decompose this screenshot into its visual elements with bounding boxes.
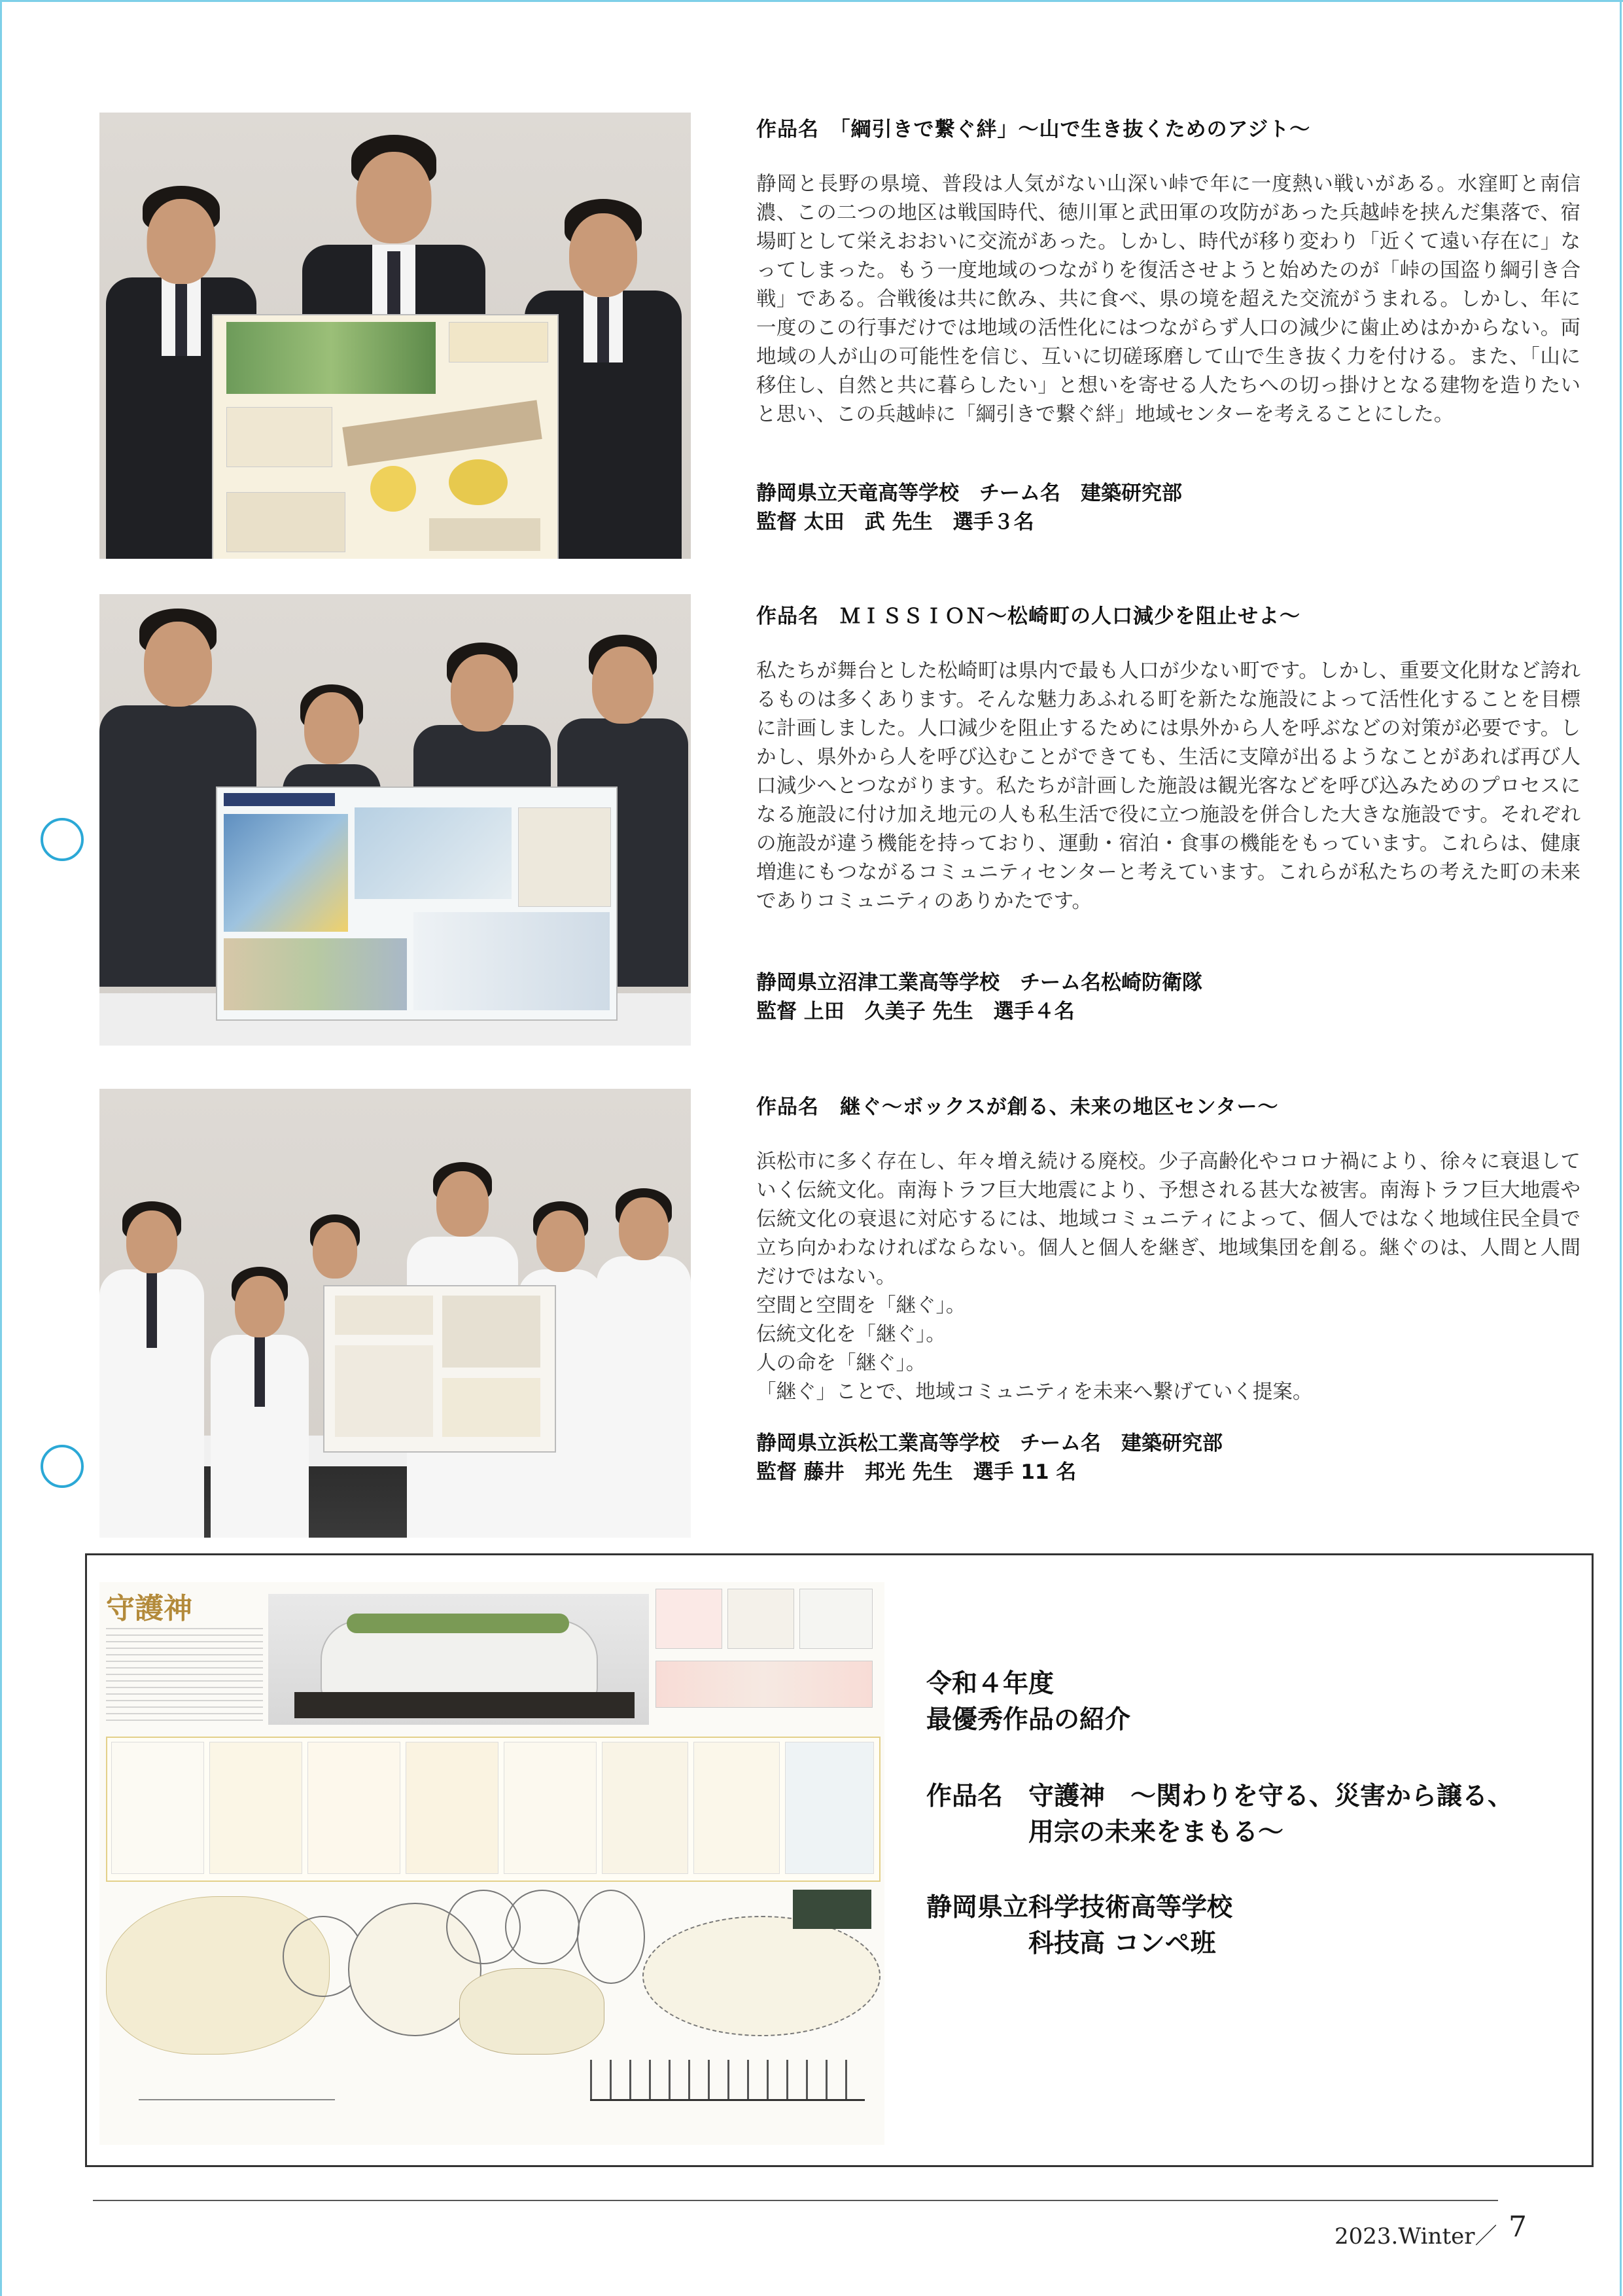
description-paragraph: 私たちが舞台とした松崎町は県内で最も人口が少ない町です。しかし、重要文化財など誇れるものは多くあります。そんな魅力あふれる町を新たな施設によって活性化することを目標に計画しました。人口減少を阻止するためには県外から人を呼ぶなどの対策が必要です。しかし、県外から人を呼び込むことができても、生活に支障が出るようなことがあれば再び人口減少へとつながります。私たちが計画した施設は観光客などを呼び込みためのプロセスになる施設に付け加え地元の人も私生活で役に立つ施設を併合した大きな施設です。それぞれの施設が違う機能を持っており、運動・宿泊・食事の機能をもっています。これらは、健康増進にもつながるコミュニティセンターと考えています。これらが私たちの考えた町の未来でありコミュニティのありかたです。	[756, 660, 1580, 913]
footer-rule	[93, 2200, 1498, 2201]
award-work-title	[926, 1778, 1513, 1850]
page-frame-left	[0, 0, 2, 2296]
page-number: 7	[1509, 2210, 1527, 2244]
entry-title: 作品名 継ぐ～ボックスが創る、未来の地区センター～	[756, 1095, 1279, 1119]
binder-ring-icon	[41, 818, 84, 861]
advisor-players: 監督 太田 武 先生 選手３名	[756, 510, 1034, 534]
award-year: 令和４年度	[926, 1669, 1055, 1699]
entry-credits	[756, 479, 1182, 537]
entry-title: 作品名 「綱引きで繋ぐ絆」～山で生き抜くためのアジト～	[756, 118, 1311, 141]
presentation-board	[216, 786, 618, 1021]
award-school-name: 静岡県立科学技術高等学校	[926, 1893, 1233, 1922]
team-photo-numazu	[99, 594, 691, 1046]
presentation-board	[323, 1285, 556, 1453]
student-figure	[211, 1263, 309, 1538]
entry-description	[756, 657, 1580, 916]
award-school	[926, 1890, 1232, 1962]
advisor-players: 監督 藤井 邦光 先生 選手 11 名	[756, 1460, 1077, 1484]
entry-credits	[756, 968, 1202, 1026]
description-line: 人の命を「継ぐ」。	[756, 1352, 926, 1375]
issue-label: 2023.Winter／	[1335, 2223, 1497, 2250]
team-photo-hamamatsu	[99, 1089, 691, 1538]
student-figure	[597, 1184, 691, 1538]
model-photo	[268, 1594, 649, 1725]
award-heading	[926, 1666, 1130, 1738]
award-team-name: 科技高 コンペ班	[926, 1929, 1216, 1958]
entry-description	[756, 170, 1580, 429]
student-figure	[99, 1197, 204, 1538]
presentation-board	[212, 314, 559, 559]
page-frame-right	[1620, 0, 1622, 2296]
entry-title: 作品名 ＭＩＳＳＩＯＮ～松崎町の人口減少を阻止せよ～	[756, 605, 1300, 628]
school-team: 静岡県立浜松工業高等学校 チーム名 建築研究部	[756, 1432, 1223, 1455]
entry-credits	[756, 1429, 1223, 1487]
award-poster	[99, 1582, 884, 2145]
school-team: 静岡県立天竜高等学校 チーム名 建築研究部	[756, 482, 1182, 505]
award-subheading: 最優秀作品の紹介	[926, 1705, 1131, 1735]
binder-ring-icon	[41, 1445, 84, 1488]
description-line: 「継ぐ」ことで、地域コミュニティを未来へ繋げていく提案。	[756, 1381, 1313, 1404]
page-frame-top	[0, 0, 1623, 2]
description-line: 伝統文化を「継ぐ」。	[756, 1323, 946, 1346]
description-line: 空間と空間を「継ぐ」。	[756, 1294, 966, 1317]
description-paragraph: 静岡と長野の県境、普段は人気がない山深い峠で年に一度熱い戦いがある。水窪町と南信濃、この二つの地区は戦国時代、徳川軍と武田軍の攻防があった兵越峠を挟んだ集落で、宿場町として栄えおおいに交流があった。しかし、時代が移り変わり「近くて遠い存在に」なってしまった。もう一度地域のつながりを復活させようと始めたのが「峠の国盗り綱引き合戦」である。合戦後は共に飲み、共に食べ、県の境を超えた交流がうまれる。しかし、年に一度のこの行事だけでは地域の活性化にはつながらず人口の減少に歯止めはかからない。両地域の人が山の可能性を信じ、互いに切磋琢磨して山で生き抜く力を付ける。また、「山に移住し、自然と共に暮らしたい」と想いを寄せる人たちへの切っ掛けとなる建物を造りたいと思い、この兵越峠に「綱引きで繋ぐ絆」地域センターを考えることにした。	[756, 173, 1580, 426]
entry-description	[756, 1148, 1580, 1407]
award-title-line: 用宗の未来をまもる～	[926, 1818, 1284, 1847]
poster-title: 守護神	[106, 1592, 192, 1625]
team-photo-tenryu	[99, 113, 691, 559]
school-team: 静岡県立沼津工業高等学校 チーム名松崎防衛隊	[756, 971, 1202, 995]
description-paragraph: 浜松市に多く存在し、年々増え続ける廃校。少子高齢化やコロナ禍により、徐々に衰退していく伝統文化。南海トラフ巨大地震により、予想される甚大な被害。南海トラフ巨大地震や伝統文化の衰退に対応するには、地域コミュニティによって、個人ではなく地域住民全員で立ち向かわなければならない。個人と個人を継ぎ、地域集団を創る。継ぐのは、人間と人間だけではない。	[756, 1150, 1580, 1288]
award-title-line: 作品名 守護神 ～関わりを守る、災害から譲る、	[926, 1782, 1514, 1811]
advisor-players: 監督 上田 久美子 先生 選手４名	[756, 1000, 1075, 1023]
